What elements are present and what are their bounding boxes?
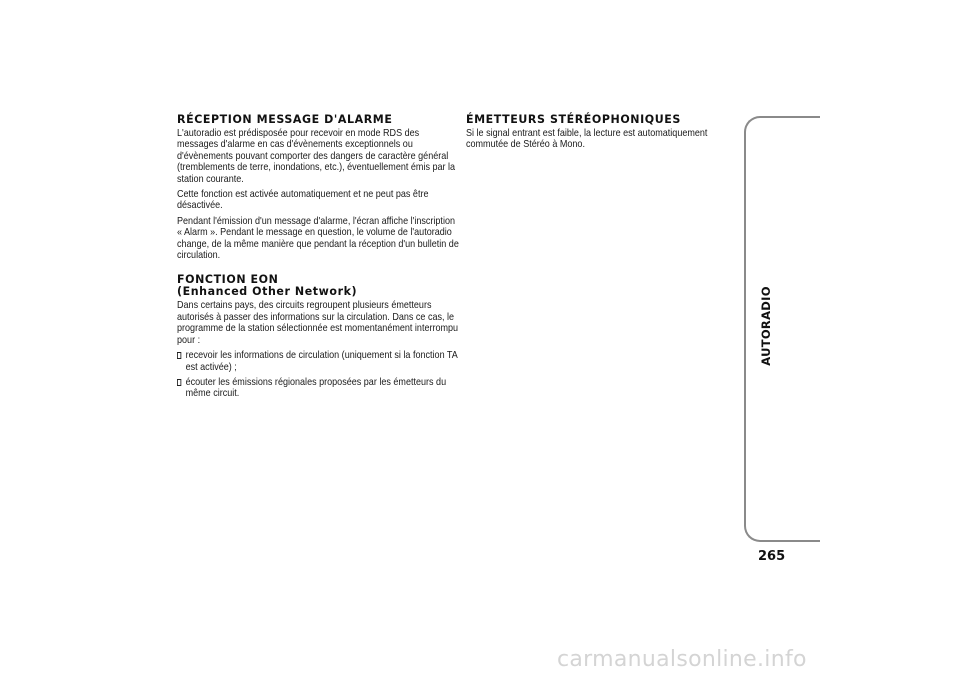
chapter-label: AUTORADIO [759,286,773,366]
paragraph-alarm-2: Cette fonction est activée automatiquement et ne peut pas être désactivée. [177,188,429,212]
section-heading-alarm: RÉCEPTION MESSAGE D'ALARME [177,112,393,126]
section-heading-eon [177,273,451,297]
paragraph-alarm-1: L'autoradio est prédisposée pour recevoir en mode RDS des messages d'alarme en cas d'évènements exceptionnels ou d'évènements pouvant comporter des dangers de caractère général (tremblements de terre, inondations, etc.), éventuellement émis par la station courante. [177,127,456,185]
list-item [177,377,461,400]
left-column [177,113,462,404]
paragraph-eon: Dans certains pays, des circuits regroupent plusieurs émetteurs autorisés à passer des informations sur la circulation. Dans ce cas, le programme de la station sélectionnée est momentanément interrompu pour : [177,299,459,346]
list-item [177,350,461,373]
checkbox-bullet-icon [177,352,181,359]
watermark: carmanualsonline.info [557,647,807,672]
paragraph-alarm-3: Pendant l'émission d'un message d'alarme, l'écran affiche l'inscription « Alarm ». Pendant le message en question, le volume de l'autoradio change, de la même manière que pendant la réception d'un bulletin de circulation. [177,214,459,262]
list-item-text: écouter les émissions régionales proposées par les émetteurs du même circuit. [185,375,447,400]
heading-eon-line2: (Enhanced Other Network) [177,284,358,299]
section-heading-stereo: ÉMETTEURS STÉRÉOPHONIQUES [466,112,681,126]
heading-eon-line1: FONCTION EON [177,272,279,287]
chapter-tab-frame [744,116,820,542]
list-item-text: recevoir les informations de circulation (uniquement si la fonction TA est activée) ; [185,349,458,373]
checkbox-bullet-icon [177,379,181,386]
right-column [466,113,736,155]
page-number: 265 [758,549,786,564]
paragraph-stereo: Si le signal entrant est faible, la lecture est automatiquement commutée de Stéréo à Mono. [466,127,708,151]
